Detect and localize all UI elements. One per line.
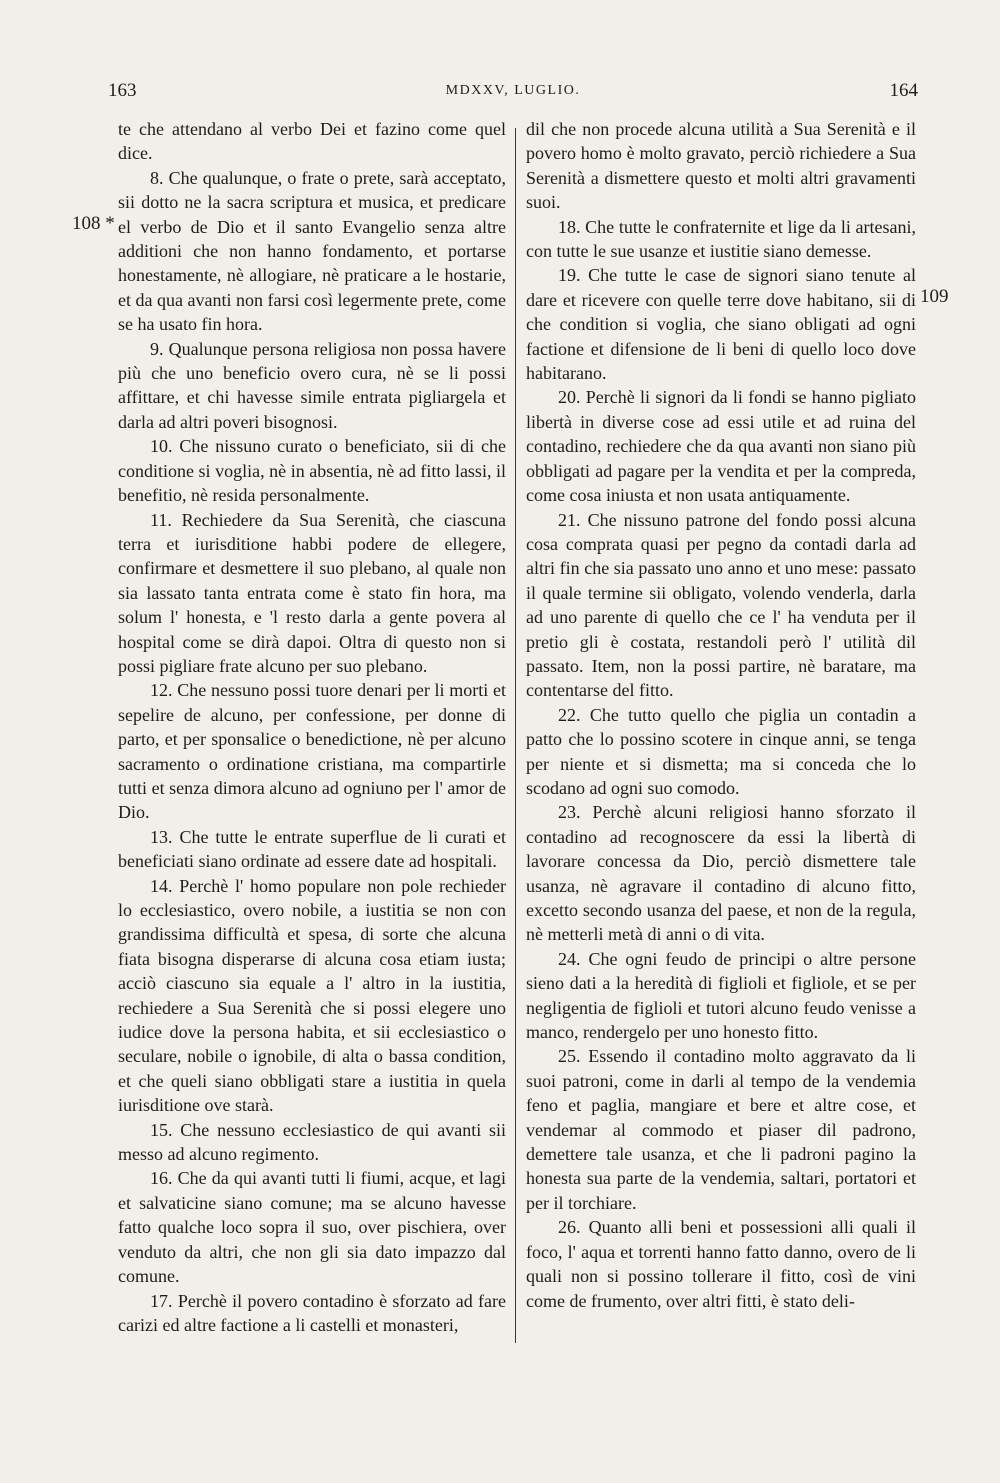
paragraph: 12. Che nessuno possi tuore denari per li morti et sepelire de alcuno, per confessione, per donne di parto, et per sponsalice o benedictione, nè per alcuno sacramento o ordinatione cristiana, ma compartirle tutti et senza dimora alcuno ad ogniuno per l' amor de Dio.: [118, 680, 506, 823]
paragraph: 22. Che tutto quello che piglia un contadin a patto che lo possino scotere in cinque anni, se tenga per niente et si dismetta; ma si conceda che lo scodano ad ogni suo comodo.: [526, 704, 916, 798]
paragraph: 9. Qualunque persona religiosa non possa havere più che uno beneficio overo cura, nè se li possi affittare, et chi havesse simile entrata pigliargela et darla ad altri poveri bisognosi.: [118, 338, 506, 432]
paragraph: 13. Che tutte le entrate superflue de li curati et beneficiati siano ordinate ad essere date ad hospitali.: [118, 826, 506, 872]
paragraph: 19. Che tutte le case de signori siano tenute al dare et ricevere con quelle terre dove habitano, sii di che condition si voglia, che siano obligati ad ogni factione et difensione de li beni di quello loco dove habitarano.: [526, 265, 916, 384]
paragraph: 8. Che qualunque, o frate o prete, sarà acceptato, sii dotto ne la sacra scriptura et musica, et predicare el verbo de Dio et il santo Evangelio senza altre additioni che non hanno fondamento, et portarse honestamente, nè allogiare, nè praticare a le hostarie, et da qua avanti non farsi così legermente prete, come se ha usato fin hora.: [118, 167, 506, 335]
margin-number-right: 109: [920, 286, 949, 307]
paragraph: 11. Rechiedere da Sua Serenità, che ciascuna terra et iurisditione habbi podere de ellegere, confirmare et desmettere il suo plebano, al quale non sia lassato tanta entrata come è stato fin hora, ma solum l' honesta, e 'l resto darla a gente povera al hospital come se dirà dapoi. Oltra di questo non si possi pigliare frate alcuno per suo plebano.: [118, 509, 506, 676]
running-head: [108, 80, 918, 110]
paragraph: 21. Che nissuno patrone del fondo possi alcuna cosa comprata quasi per pegno da contadi darla ad altri fin che sia passato uno anno et uno mese: passato il quale termine sii obligato, volendo venderla, darla ad uno parente di quello che ce l' ha venduta per il pretio gli è costata, restandoli però l' utilità dil passato. Item, non la possi partire, nè baratare, ma contentarse del fitto.: [526, 509, 916, 701]
paragraph: 24. Che ogni feudo de principi o altre persone sieno dati a la heredità di figlioli et figliole, et se per negligentia de figlioli et tutori alcuno feudo venisse a manco, rendergelo per uno honesto fitto.: [526, 948, 916, 1043]
paragraph: 17. Perchè il povero contadino è sforzato ad fare carizi ed altre factione a li castelli et monasteri,: [118, 1290, 506, 1335]
paragraph: 20. Perchè li signori da li fondi se hanno pigliato libertà in diverse cose ad essi utile et ad ruina del contadino, rechiedere che da qua avanti non siano più obbligati ad pagare per la vendita et per la compreda, come cosa iniusta et non usata antiquamente.: [526, 387, 916, 506]
paragraph: 15. Che nessuno ecclesiastico de qui avanti sii messo ad alcuno regimento.: [118, 1119, 506, 1165]
paragraph: te che attendano al verbo Dei et fazino come quel dice.: [118, 119, 506, 164]
paragraph: 25. Essendo il contadino molto aggravato da li suoi patroni, come in darli al tempo de la vendemia feno et paglia, mangiare et bere et altre cose, et vendemar al commodo et piaser dil padrono, demettere tale usanza, et che li padroni pagino la honesta sua parte de la vendemia, saltari, portatori et per il torchiare.: [526, 1046, 916, 1213]
page-number-left: 163: [108, 80, 137, 101]
left-column: [118, 117, 506, 1337]
paragraph: 16. Che da qui avanti tutti li fiumi, acque, et lagi et salvaticine siano comune; ma se alcuno havesse fatto qualche loco sopra il suo, over pischiera, over venduto da altri, che non gli sia dato impazzo dal comune.: [118, 1168, 506, 1287]
column-divider: [515, 128, 516, 1343]
paragraph: 23. Perchè alcuni religiosi hanno sforzato il contadino ad recognoscere da essi la libertà di lavorare concessa da Dio, perciò dismettere tale usanza, nè agravare il contadino di alcuno fitto, excetto secondo usanza del paese, et non de la regula, nè metterli metà di anni o di vita.: [526, 802, 916, 945]
paragraph: 26. Quanto alli beni et possessioni alli quali il foco, l' aqua et torrenti hanno fatto danno, overo de li quali non si possino tollerare il fitto, così de vini come de frumento, over altri fitti, è stato deli-: [526, 1217, 916, 1311]
page-number-right: 164: [889, 80, 918, 101]
paragraph: 10. Che nissuno curato o beneficiato, sii di che conditione si voglia, nè in absentia, nè ad fitto lassi, il benefitio, nè resida personalmente.: [118, 436, 506, 506]
paragraph: 14. Perchè l' homo populare non pole rechieder lo ecclesiastico, overo nobile, a iustitia se non con grandissima difficultà et spesa, di sorte che alcuna fiata bisogna disperarse di alcuna cosa etiam iusta; acciò ciascuno sia equale a l' altro in la iustitia, rechiedere a Sua Serenità che si possi elegere uno iudice dove la persona habita, et sii ecclesiastico o seculare, nobile o ignobile, di alta o bassa condition, et che queli siano obbligati stare a iustitia in quela iurisditione ove starà.: [118, 875, 506, 1116]
margin-number-left: 108 *: [72, 213, 115, 234]
running-title: MDXXV, LUGLIO.: [445, 83, 581, 98]
paragraph: dil che non procede alcuna utilità a Sua Serenità e il povero homo è molto gravato, perciò richiedere a Sua Serenità a dismettere questo et molti altri gravamenti suoi.: [526, 119, 916, 213]
right-column: [526, 117, 916, 1313]
paragraph: 18. Che tutte le confraternite et lige da li artesani, con tutte le sue usanze et iustitie siano demesse.: [526, 216, 916, 262]
